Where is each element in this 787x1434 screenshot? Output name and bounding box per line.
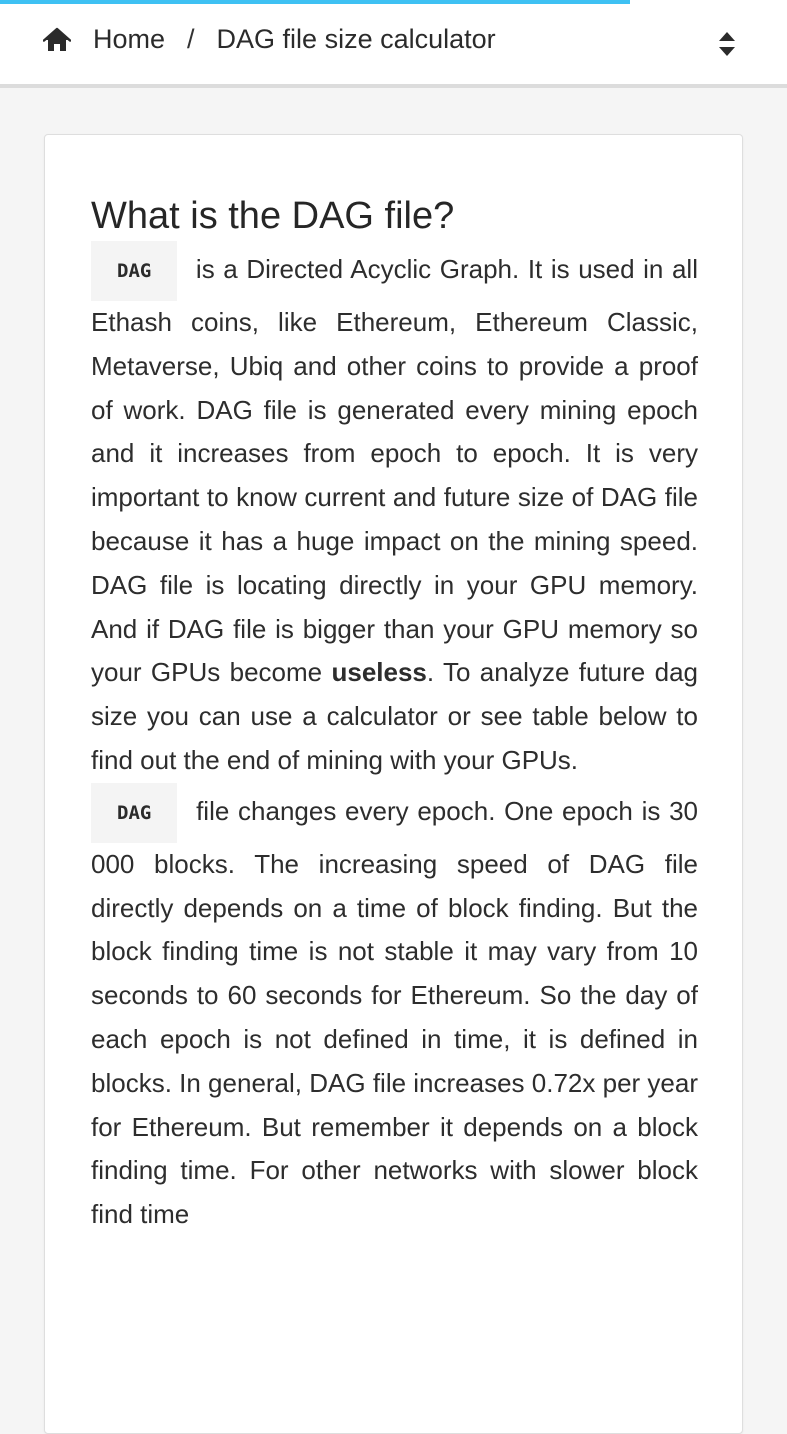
top-header <box>0 0 787 88</box>
article-card <box>44 134 743 1434</box>
page-progress-bar <box>0 0 630 4</box>
paragraph-dag-definition <box>91 241 698 783</box>
breadcrumb-home-link[interactable]: Home <box>93 24 166 54</box>
page-title: What is the DAG file? <box>91 195 455 237</box>
dag-code-badge: DAG <box>91 241 177 301</box>
paragraph1-text-end: . To analyze future dag size you can use a calculator or see table below to find out the end of mining with your GPUs. <box>91 657 698 775</box>
article-content <box>91 191 698 1237</box>
breadcrumb <box>43 24 496 55</box>
sort-toggle-icon[interactable] <box>717 30 737 58</box>
home-icon[interactable] <box>43 26 71 54</box>
paragraph2-text: file changes every epoch. One epoch is 30 000 blocks. The increasing speed of DAG file directly depends on a time of block finding. But the block finding time is not stable it may vary from 10 seconds to 60 seconds for Ethereum. So the day of each epoch is not defined in time, it is defined in blocks. In general, DAG file increases 0.72x per year for Ethereum. But remember it depends on a block finding time. For other networks with slower block find time <box>91 795 698 1230</box>
paragraph-dag-epoch <box>91 783 698 1237</box>
paragraph1-bold: useless <box>331 657 427 688</box>
dag-code-badge: DAG <box>91 783 177 843</box>
breadcrumb-separator: / <box>187 24 195 54</box>
paragraph1-text: is a Directed Acyclic Graph. It is used in all Ethash coins, like Ethereum, Ethereum Classic, Metaverse, Ubiq and other coins to provide a proof of work. DAG file is generated every mining epoch and it increases from epoch to epoch. It is very important to know current and future size of DAG file because it has a huge impact on the mining speed. DAG file is locating directly in your GPU memory. And if DAG file is bigger than your GPU memory so your GPUs become <box>91 253 698 688</box>
breadcrumb-current: DAG file size calculator <box>216 24 496 54</box>
